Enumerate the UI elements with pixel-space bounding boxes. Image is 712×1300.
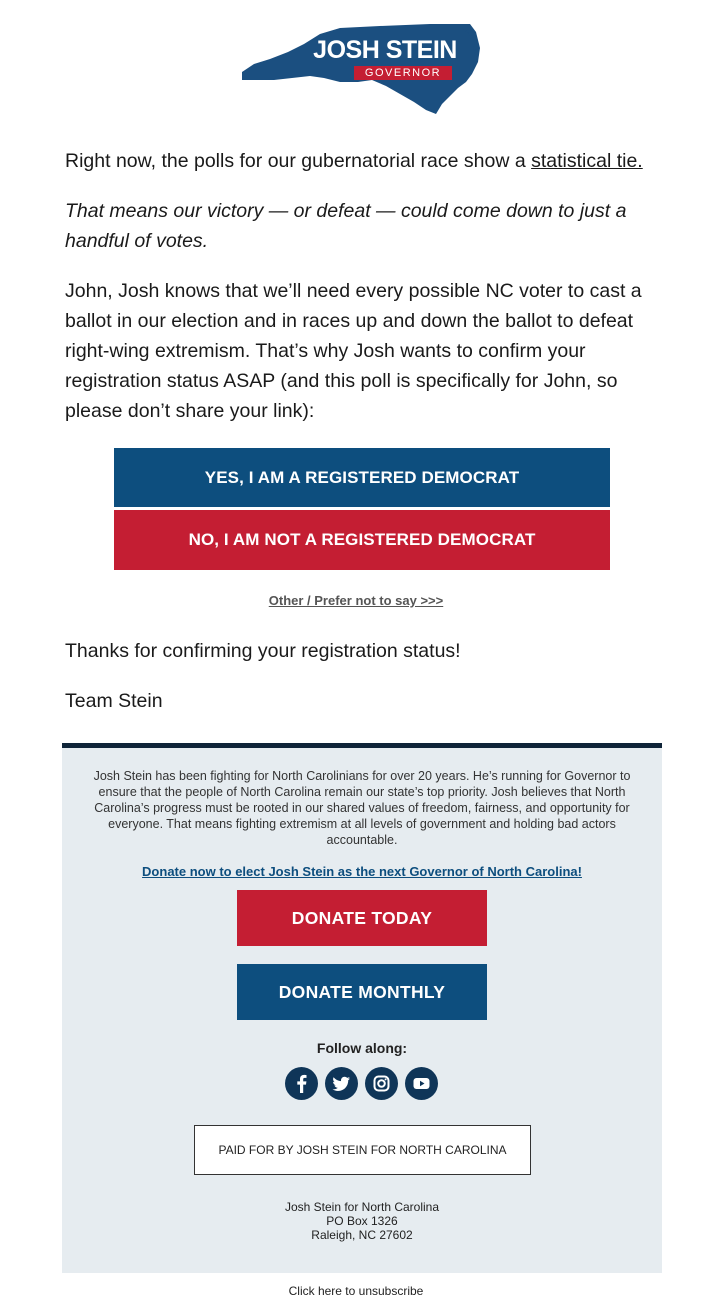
footer <box>62 743 662 1273</box>
address-line-3: Raleigh, NC 27602 <box>311 1228 413 1242</box>
yes-registered-democrat-button[interactable]: YES, I AM A REGISTERED DEMOCRAT <box>114 448 610 507</box>
registration-paragraph: John, Josh knows that we’ll need every possible NC voter to cast a ballot in our election and in races up and down the ballot to defeat right-wing extremism. That’s why Josh wants to confirm your registration status ASAP (and this poll is specifically for John, so please don’t share your link): <box>65 280 642 422</box>
social-links <box>285 1067 445 1101</box>
logo-subtitle: GOVERNOR <box>354 66 452 80</box>
donate-today-button[interactable]: DONATE TODAY <box>237 890 487 946</box>
instagram-icon[interactable] <box>365 1067 398 1100</box>
intro-paragraph <box>65 146 665 176</box>
facebook-icon[interactable] <box>285 1067 318 1100</box>
signature: Team Stein <box>65 690 163 712</box>
intro-text: Right now, the polls for our gubernatorial race show a <box>65 150 532 172</box>
logo-name: JOSH STEIN <box>313 36 457 64</box>
victory-paragraph: That means our victory — or defeat — could come down to just a handful of votes. <box>65 200 627 252</box>
unsubscribe-link[interactable]: Click here to unsubscribe <box>288 1284 424 1298</box>
follow-along-label: Follow along: <box>316 1040 408 1056</box>
twitter-icon[interactable] <box>325 1067 358 1100</box>
campaign-logo <box>240 22 485 117</box>
address-line-2: PO Box 1326 <box>326 1214 398 1228</box>
paid-for-disclaimer: PAID FOR BY JOSH STEIN FOR NORTH CAROLINA <box>194 1125 531 1175</box>
footer-blurb: Josh Stein has been fighting for North Carolinians for over 20 years. He’s running for Governor to ensure that the people of North Carolina remain our state’s top priority. Josh believes that North Carolina’s progress must be rooted in our shared values of freedom, fairness, and opportunity for everyone. That means fighting extremism at all levels of government and holding bad actors accountable. <box>93 769 631 847</box>
donate-monthly-button[interactable]: DONATE MONTHLY <box>237 964 487 1020</box>
mailing-address <box>62 1200 662 1242</box>
statistical-tie-link[interactable]: statistical tie. <box>531 150 643 172</box>
youtube-icon[interactable] <box>405 1067 438 1100</box>
no-registered-democrat-button[interactable]: NO, I AM NOT A REGISTERED DEMOCRAT <box>114 510 610 570</box>
donate-link[interactable]: Donate now to elect Josh Stein as the next Governor of North Carolina! <box>142 864 582 879</box>
address-line-1: Josh Stein for North Carolina <box>284 1200 440 1214</box>
other-prefer-not-to-say-link[interactable]: Other / Prefer not to say >>> <box>268 593 444 608</box>
thanks-text: Thanks for confirming your registration status! <box>65 640 461 662</box>
